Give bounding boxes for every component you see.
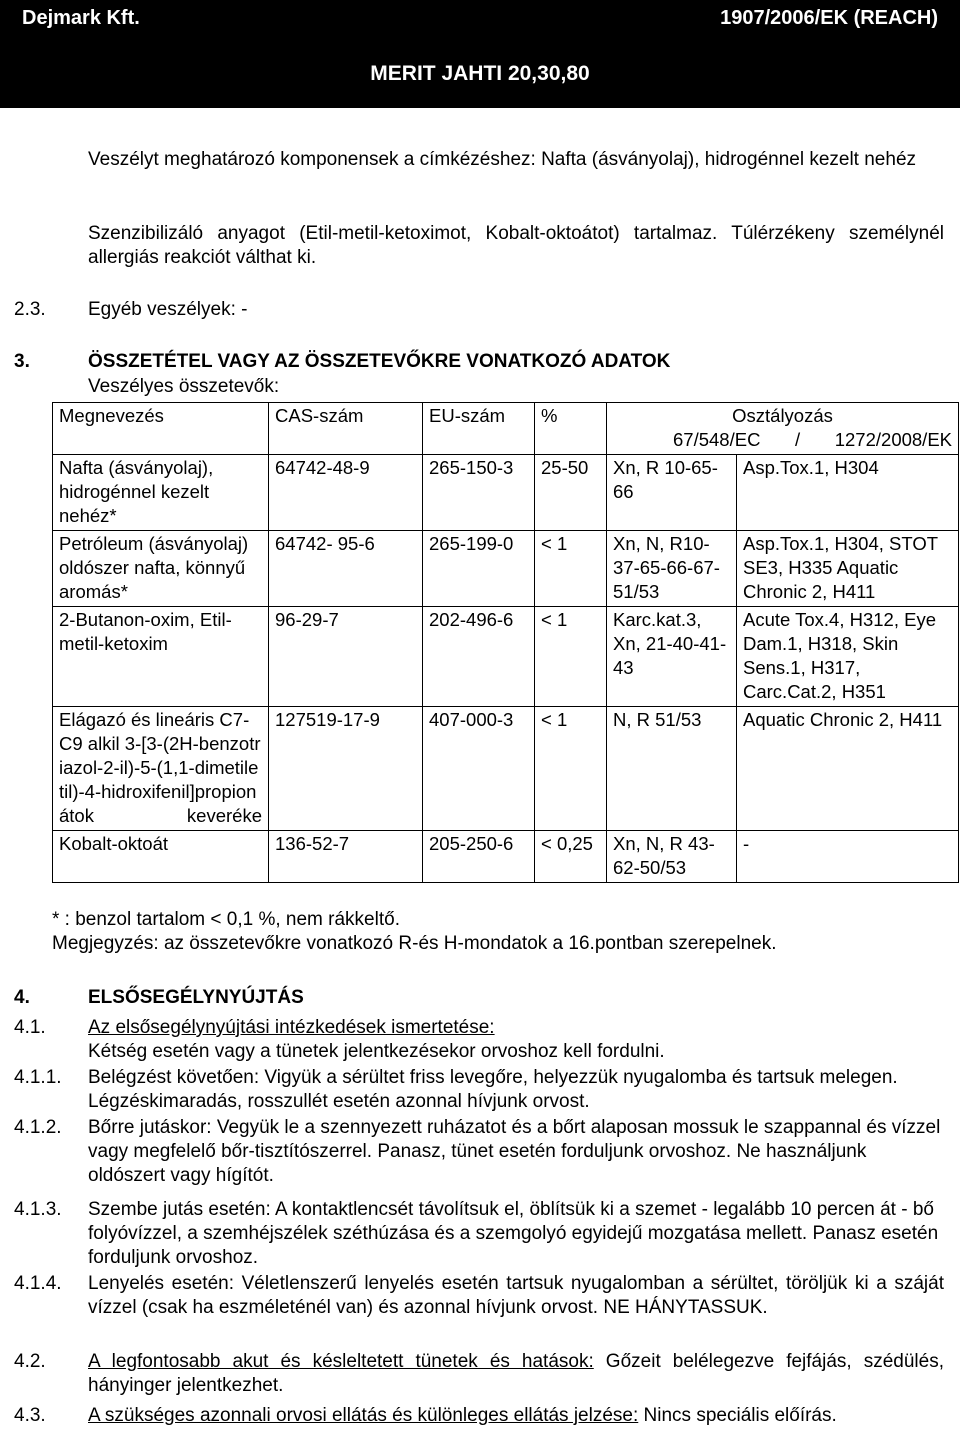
col-cas-header: CAS-szám — [269, 403, 423, 455]
cell-cas: 96-29-7 — [269, 607, 423, 707]
cell-pct: < 0,25 — [535, 831, 607, 883]
section-4-1-1-text: Belégzést követően: Vigyük a sérültet friss levegőre, helyezzük nyugalomba és tartsuk melegen. Légzéskimaradás, rosszullét esetén azonnal hívjunk orvost. — [88, 1067, 898, 1112]
section-4-2-number: 4.2. — [14, 1351, 46, 1372]
section-4-2-title: A legfontosabb akut és késleltetett tünetek és hatások: — [88, 1351, 594, 1372]
dsd-subheader: 67/548/EC — [673, 429, 761, 450]
section-4-1-4-number: 4.1.4. — [14, 1273, 62, 1294]
table-row — [53, 607, 959, 707]
clp-subheader: 1272/2008/EK — [834, 429, 953, 450]
cell-name: 2-Butanon-oxim, Etil-metil-ketoxim — [53, 607, 269, 707]
cell-clp: Acute Tox.4, H312, Eye Dam.1, H318, Skin Sens.1, H317, Carc.Cat.2, H351 — [737, 607, 959, 707]
section-4-1-title: Az elsősegélynyújtási intézkedések ismertetése: — [88, 1017, 495, 1038]
cell-cas: 64742-48-9 — [269, 455, 423, 531]
section-4-1-3-text: Szembe jutás esetén: A kontaktlencsét távolítsuk el, öblítsük ki a szemet - legalább 10 percen át - bő folyóvízzel, a szemhéjszélek széthúzása és a szemgolyó egyidejű mozgatása mellett. Panasz esetén forduljunk orvoshoz. — [88, 1199, 939, 1268]
cell-dsd: Xn, R 10-65-66 — [607, 455, 737, 531]
section-4-2-text: Gőzeit belélegezve fejfájás, szédülés, hányinger jelentkezhet. — [88, 1351, 945, 1396]
section-4-3-title: A szükséges azonnali orvosi ellátás és különleges ellátás jelzése: — [88, 1405, 639, 1426]
cell-dsd: Karc.kat.3, Xn, 21-40-41-43 — [607, 607, 737, 707]
cell-dsd: N, R 51/53 — [607, 707, 737, 831]
section-4-1-4-text: Lenyelés esetén: Véletlenszerű lenyelés esetén tartsuk nyugalomban a sérültet, töröljük ki a száját vízzel (csak ha eszméleténél van) és azonnal hívjunk orvost. NE HÁNYTASSUK. — [88, 1273, 944, 1318]
label-components-text: Veszélyt meghatározó komponensek a címkézéshez: Nafta (ásványolaj), hidrogénnel kezelt nehéz — [88, 149, 917, 170]
section-4-title: ELSŐSEGÉLYNYÚJTÁS — [88, 987, 304, 1008]
classification-title: Osztályozás — [732, 405, 833, 426]
cell-name: Petróleum (ásványolaj) oldószer nafta, könnyű aromás* — [53, 531, 269, 607]
classification-subheader — [613, 428, 952, 452]
section-4-1-number: 4.1. — [14, 1017, 46, 1038]
table-row — [53, 455, 959, 531]
cell-eu: 205-250-6 — [423, 831, 535, 883]
col-eu-header: EU-szám — [423, 403, 535, 455]
cell-eu: 265-199-0 — [423, 531, 535, 607]
cell-clp: - — [737, 831, 959, 883]
page-number: 2/7 — [912, 91, 940, 113]
subheader-separator: / — [795, 429, 801, 450]
table-row — [53, 531, 959, 607]
section-4-3-text: Nincs speciális előírás. — [638, 1405, 837, 1426]
cell-cas: 127519-17-9 — [269, 707, 423, 831]
section-3-subtitle: Veszélyes összetevők: — [88, 376, 280, 397]
r-h-note: Megjegyzés: az összetevőkre vonatkozó R-és H-mondatok a 16.pontban szerepelnek. — [52, 933, 777, 954]
product-name: MERIT JAHTI 20,30,80 — [370, 62, 590, 85]
cell-eu: 265-150-3 — [423, 455, 535, 531]
section-4-2-block — [88, 1350, 944, 1398]
cell-name: Nafta (ásványolaj), hidrogénnel kezelt nehéz* — [53, 455, 269, 531]
table-row — [53, 707, 959, 831]
cell-eu: 202-496-6 — [423, 607, 535, 707]
cell-pct: < 1 — [535, 531, 607, 607]
cell-cas: 136-52-7 — [269, 831, 423, 883]
col-classification-header — [607, 403, 959, 455]
section-4-3-block — [88, 1404, 944, 1428]
cell-name: Kobalt-oktoát — [53, 831, 269, 883]
cell-dsd: Xn, N, R10-37-65-66-67-51/53 — [607, 531, 737, 607]
section-4-1-block — [88, 1016, 944, 1064]
cell-clp: Asp.Tox.1, H304, STOT SE3, H335 Aquatic Chronic 2, H411 — [737, 531, 959, 607]
table-row — [53, 831, 959, 883]
cell-clp: Asp.Tox.1, H304 — [737, 455, 959, 531]
benzene-footnote: * : benzol tartalom < 0,1 %, nem rákkeltő. — [52, 909, 400, 930]
section-4-1-2-text: Bőrre jutáskor: Vegyük le a szennyezett ruházatot és a bőrt alaposan mossuk le szappannal és vízzel vagy megfelelő bőr-tisztítószerrel. Panasz, tünet esetén forduljunk orvoshoz. Ne használjunk oldószert vagy hígítót. — [88, 1117, 941, 1186]
company-name: Dejmark Kft. — [22, 7, 140, 29]
cell-cas: 64742- 95-6 — [269, 531, 423, 607]
composition-table — [52, 402, 959, 883]
section-4-1-text: Kétség esetén vagy a tünetek jelentkezésekor orvoshoz kell fordulni. — [88, 1041, 665, 1062]
sensitizer-text: Szenzibilizáló anyagot (Etil-metil-ketoximot, Kobalt-oktoátot) tartalmaz. Túlérzékeny személynél allergiás reakciót válthat ki. — [88, 223, 944, 268]
table-header-row — [53, 403, 959, 455]
section-4-1-1-number: 4.1.1. — [14, 1067, 62, 1088]
cell-name: Elágazó és lineáris C7-C9 alkil 3-[3-(2H-benzotriazol-2-il)-5-(1,1-dimetiletil)-4-hidroxifenil]propionátok keveréke — [53, 707, 269, 831]
section-4-1-3-number: 4.1.3. — [14, 1199, 62, 1220]
cell-clp: Aquatic Chronic 2, H411 — [737, 707, 959, 831]
cell-pct: < 1 — [535, 707, 607, 831]
section-2-3-number: 2.3. — [14, 299, 46, 320]
section-4-3-number: 4.3. — [14, 1405, 46, 1426]
cell-pct: 25-50 — [535, 455, 607, 531]
section-3-title: ÖSSZETÉTEL VAGY AZ ÖSSZETEVŐKRE VONATKOZÓ ADATOK — [88, 351, 671, 372]
section-4-number: 4. — [14, 987, 30, 1008]
document-header — [0, 0, 960, 108]
col-pct-header: % — [535, 403, 607, 455]
section-3-number: 3. — [14, 351, 30, 372]
regulation-ref: 1907/2006/EK (REACH) — [720, 7, 938, 29]
col-name-header: Megnevezés — [53, 403, 269, 455]
cell-dsd: Xn, N, R 43-62-50/53 — [607, 831, 737, 883]
other-hazards-text: Egyéb veszélyek: - — [88, 299, 248, 320]
section-4-1-2-number: 4.1.2. — [14, 1117, 62, 1138]
cell-eu: 407-000-3 — [423, 707, 535, 831]
cell-pct: < 1 — [535, 607, 607, 707]
